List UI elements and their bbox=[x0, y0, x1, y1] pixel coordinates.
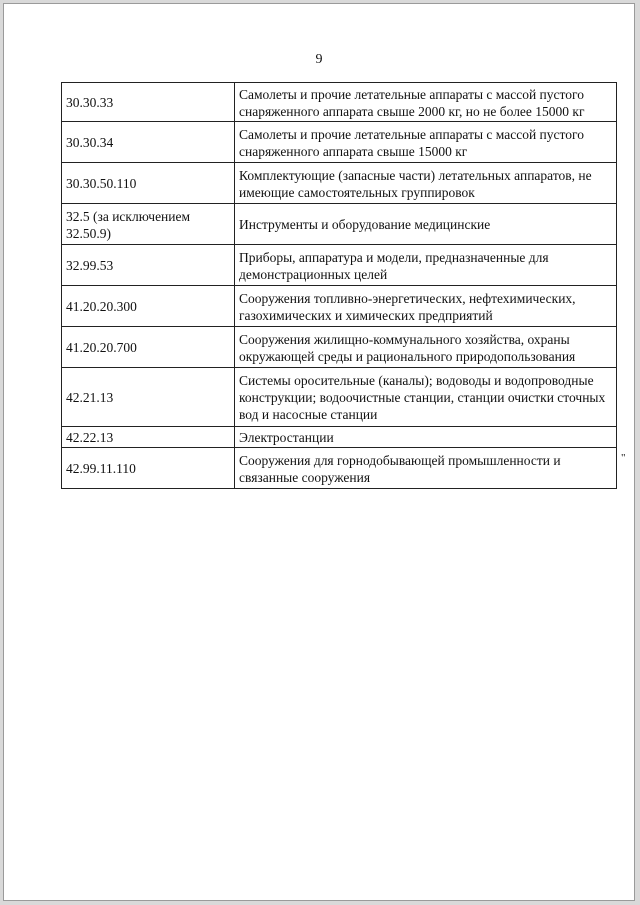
row-description: Самолеты и прочие летательные аппараты с массой пустого снаряженного аппарата свыше 2000 кг, но не более 15000 кг bbox=[235, 83, 617, 122]
table-row bbox=[62, 204, 617, 245]
classification-table bbox=[61, 82, 617, 489]
table-row bbox=[62, 448, 617, 489]
page-number: 9 bbox=[315, 52, 323, 67]
row-code: 42.21.13 bbox=[62, 368, 235, 427]
table-row bbox=[62, 122, 617, 163]
row-code: 32.5 (за исключением 32.50.9) bbox=[62, 204, 235, 245]
row-code: 42.22.13 bbox=[62, 427, 235, 448]
row-code: 32.99.53 bbox=[62, 245, 235, 286]
row-description: Сооружения жилищно-коммунального хозяйства, охраны окружающей среды и рационального природопользования bbox=[235, 327, 617, 368]
document-page bbox=[3, 3, 635, 901]
row-description: Самолеты и прочие летательные аппараты с массой пустого снаряженного аппарата свыше 15000 кг bbox=[235, 122, 617, 163]
table-row bbox=[62, 427, 617, 448]
closing-quote-mark: " bbox=[621, 452, 626, 464]
row-code: 42.99.11.110 bbox=[62, 448, 235, 489]
row-description: Сооружения для горнодобывающей промышленности и связанные сооружения bbox=[235, 448, 617, 489]
row-code: 30.30.33 bbox=[62, 83, 235, 122]
table-row bbox=[62, 83, 617, 122]
table-row bbox=[62, 163, 617, 204]
row-description: Электростанции bbox=[235, 427, 617, 448]
row-description: Приборы, аппаратура и модели, предназначенные для демонстрационных целей bbox=[235, 245, 617, 286]
row-code: 30.30.34 bbox=[62, 122, 235, 163]
table-row bbox=[62, 286, 617, 327]
table-row bbox=[62, 245, 617, 286]
row-code: 41.20.20.700 bbox=[62, 327, 235, 368]
row-description: Сооружения топливно-энергетических, нефтехимических, газохимических и химических предприятий bbox=[235, 286, 617, 327]
row-description: Комплектующие (запасные части) летательных аппаратов, не имеющие самостоятельных группировок bbox=[235, 163, 617, 204]
table-row bbox=[62, 368, 617, 427]
row-code: 41.20.20.300 bbox=[62, 286, 235, 327]
table-row bbox=[62, 327, 617, 368]
row-description: Инструменты и оборудование медицинские bbox=[235, 204, 617, 245]
row-description: Системы оросительные (каналы); водоводы и водопроводные конструкции; водоочистные станции, станции очистки сточных вод и насосные станции bbox=[235, 368, 617, 427]
row-code: 30.30.50.110 bbox=[62, 163, 235, 204]
